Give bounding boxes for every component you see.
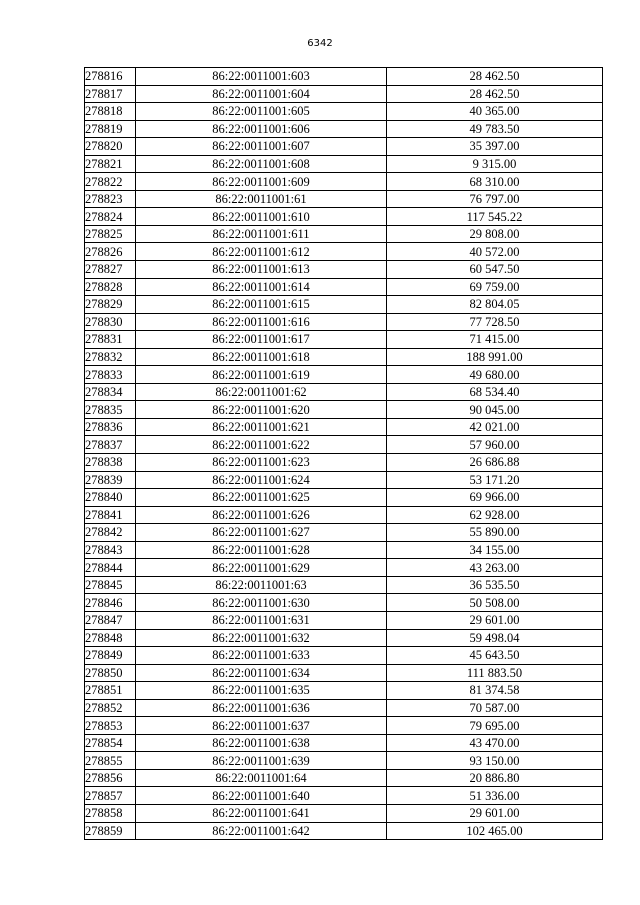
table-row <box>85 208 603 226</box>
cadastral-number-cell: 86:22:0011001:629 <box>136 559 387 577</box>
record-number-cell: 278844 <box>85 559 136 577</box>
table-row <box>85 541 603 559</box>
table-row <box>85 331 603 349</box>
record-number-cell: 278859 <box>85 822 136 840</box>
cadastral-value-cell: 82 804.05 <box>387 296 603 314</box>
cadastral-number-cell: 86:22:0011001:603 <box>136 68 387 86</box>
cadastral-value-cell: 36 535.50 <box>387 576 603 594</box>
record-number-cell: 278852 <box>85 699 136 717</box>
record-number-cell: 278839 <box>85 471 136 489</box>
cadastral-number-cell: 86:22:0011001:638 <box>136 734 387 752</box>
record-number-cell: 278853 <box>85 717 136 735</box>
cadastral-value-cell: 77 728.50 <box>387 313 603 331</box>
cadastral-value-cell: 29 808.00 <box>387 225 603 243</box>
table-row <box>85 752 603 770</box>
table-row <box>85 506 603 524</box>
record-number-cell: 278819 <box>85 120 136 138</box>
cadastral-value-cell: 111 883.50 <box>387 664 603 682</box>
cadastral-number-cell: 86:22:0011001:605 <box>136 103 387 121</box>
cadastral-value-cell: 62 928.00 <box>387 506 603 524</box>
record-number-cell: 278833 <box>85 366 136 384</box>
cadastral-value-cell: 9 315.00 <box>387 155 603 173</box>
table-row <box>85 68 603 86</box>
cadastral-value-cell: 69 759.00 <box>387 278 603 296</box>
table-row <box>85 471 603 489</box>
record-number-cell: 278849 <box>85 647 136 665</box>
table-row <box>85 348 603 366</box>
cadastral-number-cell: 86:22:0011001:634 <box>136 664 387 682</box>
cadastral-value-cell: 55 890.00 <box>387 524 603 542</box>
cadastral-value-table <box>84 67 603 840</box>
cadastral-value-cell: 20 886.80 <box>387 769 603 787</box>
record-number-cell: 278843 <box>85 541 136 559</box>
cadastral-value-cell: 71 415.00 <box>387 331 603 349</box>
cadastral-value-cell: 53 171.20 <box>387 471 603 489</box>
record-number-cell: 278848 <box>85 629 136 647</box>
record-number-cell: 278825 <box>85 225 136 243</box>
table-row <box>85 454 603 472</box>
table-row <box>85 769 603 787</box>
cadastral-value-cell: 68 310.00 <box>387 173 603 191</box>
record-number-cell: 278818 <box>85 103 136 121</box>
cadastral-value-cell: 50 508.00 <box>387 594 603 612</box>
cadastral-value-cell: 42 021.00 <box>387 418 603 436</box>
cadastral-number-cell: 86:22:0011001:609 <box>136 173 387 191</box>
cadastral-number-cell: 86:22:0011001:607 <box>136 138 387 156</box>
cadastral-value-cell: 51 336.00 <box>387 787 603 805</box>
table-row <box>85 278 603 296</box>
cadastral-number-cell: 86:22:0011001:624 <box>136 471 387 489</box>
cadastral-number-cell: 86:22:0011001:641 <box>136 804 387 822</box>
cadastral-value-cell: 81 374.58 <box>387 682 603 700</box>
record-number-cell: 278838 <box>85 454 136 472</box>
table-row <box>85 103 603 121</box>
cadastral-value-cell: 43 263.00 <box>387 559 603 577</box>
table-row <box>85 559 603 577</box>
record-number-cell: 278835 <box>85 401 136 419</box>
table-row <box>85 787 603 805</box>
record-number-cell: 278831 <box>85 331 136 349</box>
cadastral-number-cell: 86:22:0011001:608 <box>136 155 387 173</box>
record-number-cell: 278837 <box>85 436 136 454</box>
table-row <box>85 313 603 331</box>
page-number: 6342 <box>307 38 333 49</box>
cadastral-number-cell: 86:22:0011001:627 <box>136 524 387 542</box>
table-row <box>85 611 603 629</box>
cadastral-number-cell: 86:22:0011001:633 <box>136 647 387 665</box>
cadastral-value-cell: 26 686.88 <box>387 454 603 472</box>
record-number-cell: 278836 <box>85 418 136 436</box>
cadastral-value-cell: 68 534.40 <box>387 383 603 401</box>
table-row <box>85 155 603 173</box>
table-row <box>85 594 603 612</box>
table-row <box>85 366 603 384</box>
record-number-cell: 278832 <box>85 348 136 366</box>
cadastral-number-cell: 86:22:0011001:637 <box>136 717 387 735</box>
record-number-cell: 278827 <box>85 261 136 279</box>
cadastral-number-cell: 86:22:0011001:616 <box>136 313 387 331</box>
cadastral-number-cell: 86:22:0011001:625 <box>136 489 387 507</box>
cadastral-value-cell: 49 680.00 <box>387 366 603 384</box>
table-row <box>85 173 603 191</box>
cadastral-number-cell: 86:22:0011001:613 <box>136 261 387 279</box>
cadastral-number-cell: 86:22:0011001:620 <box>136 401 387 419</box>
table-row <box>85 296 603 314</box>
cadastral-value-cell: 79 695.00 <box>387 717 603 735</box>
record-number-cell: 278826 <box>85 243 136 261</box>
cadastral-value-cell: 117 545.22 <box>387 208 603 226</box>
record-number-cell: 278856 <box>85 769 136 787</box>
cadastral-number-cell: 86:22:0011001:61 <box>136 190 387 208</box>
table-row <box>85 524 603 542</box>
cadastral-number-cell: 86:22:0011001:635 <box>136 682 387 700</box>
table-row <box>85 647 603 665</box>
cadastral-value-cell: 43 470.00 <box>387 734 603 752</box>
table-row <box>85 225 603 243</box>
cadastral-value-cell: 34 155.00 <box>387 541 603 559</box>
cadastral-number-cell: 86:22:0011001:623 <box>136 454 387 472</box>
table-row <box>85 383 603 401</box>
cadastral-number-cell: 86:22:0011001:628 <box>136 541 387 559</box>
record-number-cell: 278840 <box>85 489 136 507</box>
cadastral-value-cell: 28 462.50 <box>387 68 603 86</box>
cadastral-value-cell: 188 991.00 <box>387 348 603 366</box>
record-number-cell: 278830 <box>85 313 136 331</box>
cadastral-number-cell: 86:22:0011001:621 <box>136 418 387 436</box>
table-row <box>85 717 603 735</box>
record-number-cell: 278823 <box>85 190 136 208</box>
cadastral-number-cell: 86:22:0011001:618 <box>136 348 387 366</box>
cadastral-value-cell: 57 960.00 <box>387 436 603 454</box>
cadastral-number-cell: 86:22:0011001:614 <box>136 278 387 296</box>
cadastral-number-cell: 86:22:0011001:639 <box>136 752 387 770</box>
record-number-cell: 278824 <box>85 208 136 226</box>
table-row <box>85 190 603 208</box>
record-number-cell: 278817 <box>85 85 136 103</box>
cadastral-number-cell: 86:22:0011001:64 <box>136 769 387 787</box>
cadastral-number-cell: 86:22:0011001:636 <box>136 699 387 717</box>
table-row <box>85 682 603 700</box>
cadastral-number-cell: 86:22:0011001:611 <box>136 225 387 243</box>
cadastral-number-cell: 86:22:0011001:617 <box>136 331 387 349</box>
cadastral-number-cell: 86:22:0011001:622 <box>136 436 387 454</box>
cadastral-value-cell: 70 587.00 <box>387 699 603 717</box>
cadastral-number-cell: 86:22:0011001:610 <box>136 208 387 226</box>
record-number-cell: 278858 <box>85 804 136 822</box>
cadastral-number-cell: 86:22:0011001:630 <box>136 594 387 612</box>
cadastral-number-cell: 86:22:0011001:626 <box>136 506 387 524</box>
cadastral-number-cell: 86:22:0011001:632 <box>136 629 387 647</box>
cadastral-value-cell: 29 601.00 <box>387 804 603 822</box>
record-number-cell: 278847 <box>85 611 136 629</box>
table-row <box>85 401 603 419</box>
cadastral-number-cell: 86:22:0011001:604 <box>136 85 387 103</box>
record-number-cell: 278834 <box>85 383 136 401</box>
table-row <box>85 822 603 840</box>
cadastral-value-cell: 49 783.50 <box>387 120 603 138</box>
table-row <box>85 804 603 822</box>
cadastral-value-cell: 40 572.00 <box>387 243 603 261</box>
record-number-cell: 278822 <box>85 173 136 191</box>
record-number-cell: 278857 <box>85 787 136 805</box>
record-number-cell: 278829 <box>85 296 136 314</box>
cadastral-number-cell: 86:22:0011001:612 <box>136 243 387 261</box>
cadastral-number-cell: 86:22:0011001:640 <box>136 787 387 805</box>
record-number-cell: 278820 <box>85 138 136 156</box>
cadastral-value-cell: 93 150.00 <box>387 752 603 770</box>
record-number-cell: 278821 <box>85 155 136 173</box>
cadastral-value-cell: 28 462.50 <box>387 85 603 103</box>
record-number-cell: 278846 <box>85 594 136 612</box>
record-number-cell: 278828 <box>85 278 136 296</box>
cadastral-value-cell: 45 643.50 <box>387 647 603 665</box>
cadastral-value-cell: 40 365.00 <box>387 103 603 121</box>
table-row <box>85 138 603 156</box>
record-number-cell: 278841 <box>85 506 136 524</box>
cadastral-number-cell: 86:22:0011001:619 <box>136 366 387 384</box>
table-row <box>85 418 603 436</box>
table-row <box>85 699 603 717</box>
record-number-cell: 278854 <box>85 734 136 752</box>
table-row <box>85 489 603 507</box>
table-row <box>85 243 603 261</box>
cadastral-value-cell: 90 045.00 <box>387 401 603 419</box>
record-number-cell: 278850 <box>85 664 136 682</box>
table-row <box>85 261 603 279</box>
cadastral-value-cell: 35 397.00 <box>387 138 603 156</box>
cadastral-number-cell: 86:22:0011001:642 <box>136 822 387 840</box>
cadastral-number-cell: 86:22:0011001:606 <box>136 120 387 138</box>
cadastral-number-cell: 86:22:0011001:615 <box>136 296 387 314</box>
table-row <box>85 629 603 647</box>
cadastral-value-cell: 76 797.00 <box>387 190 603 208</box>
table-body <box>85 68 603 840</box>
cadastral-number-cell: 86:22:0011001:631 <box>136 611 387 629</box>
cadastral-value-cell: 29 601.00 <box>387 611 603 629</box>
record-number-cell: 278842 <box>85 524 136 542</box>
table-row <box>85 436 603 454</box>
table-row <box>85 734 603 752</box>
cadastral-value-cell: 60 547.50 <box>387 261 603 279</box>
cadastral-value-cell: 69 966.00 <box>387 489 603 507</box>
table-row <box>85 120 603 138</box>
table-row <box>85 664 603 682</box>
table-row <box>85 576 603 594</box>
cadastral-number-cell: 86:22:0011001:63 <box>136 576 387 594</box>
record-number-cell: 278851 <box>85 682 136 700</box>
record-number-cell: 278855 <box>85 752 136 770</box>
record-number-cell: 278845 <box>85 576 136 594</box>
cadastral-value-cell: 59 498.04 <box>387 629 603 647</box>
table-row <box>85 85 603 103</box>
cadastral-value-cell: 102 465.00 <box>387 822 603 840</box>
record-number-cell: 278816 <box>85 68 136 86</box>
cadastral-number-cell: 86:22:0011001:62 <box>136 383 387 401</box>
